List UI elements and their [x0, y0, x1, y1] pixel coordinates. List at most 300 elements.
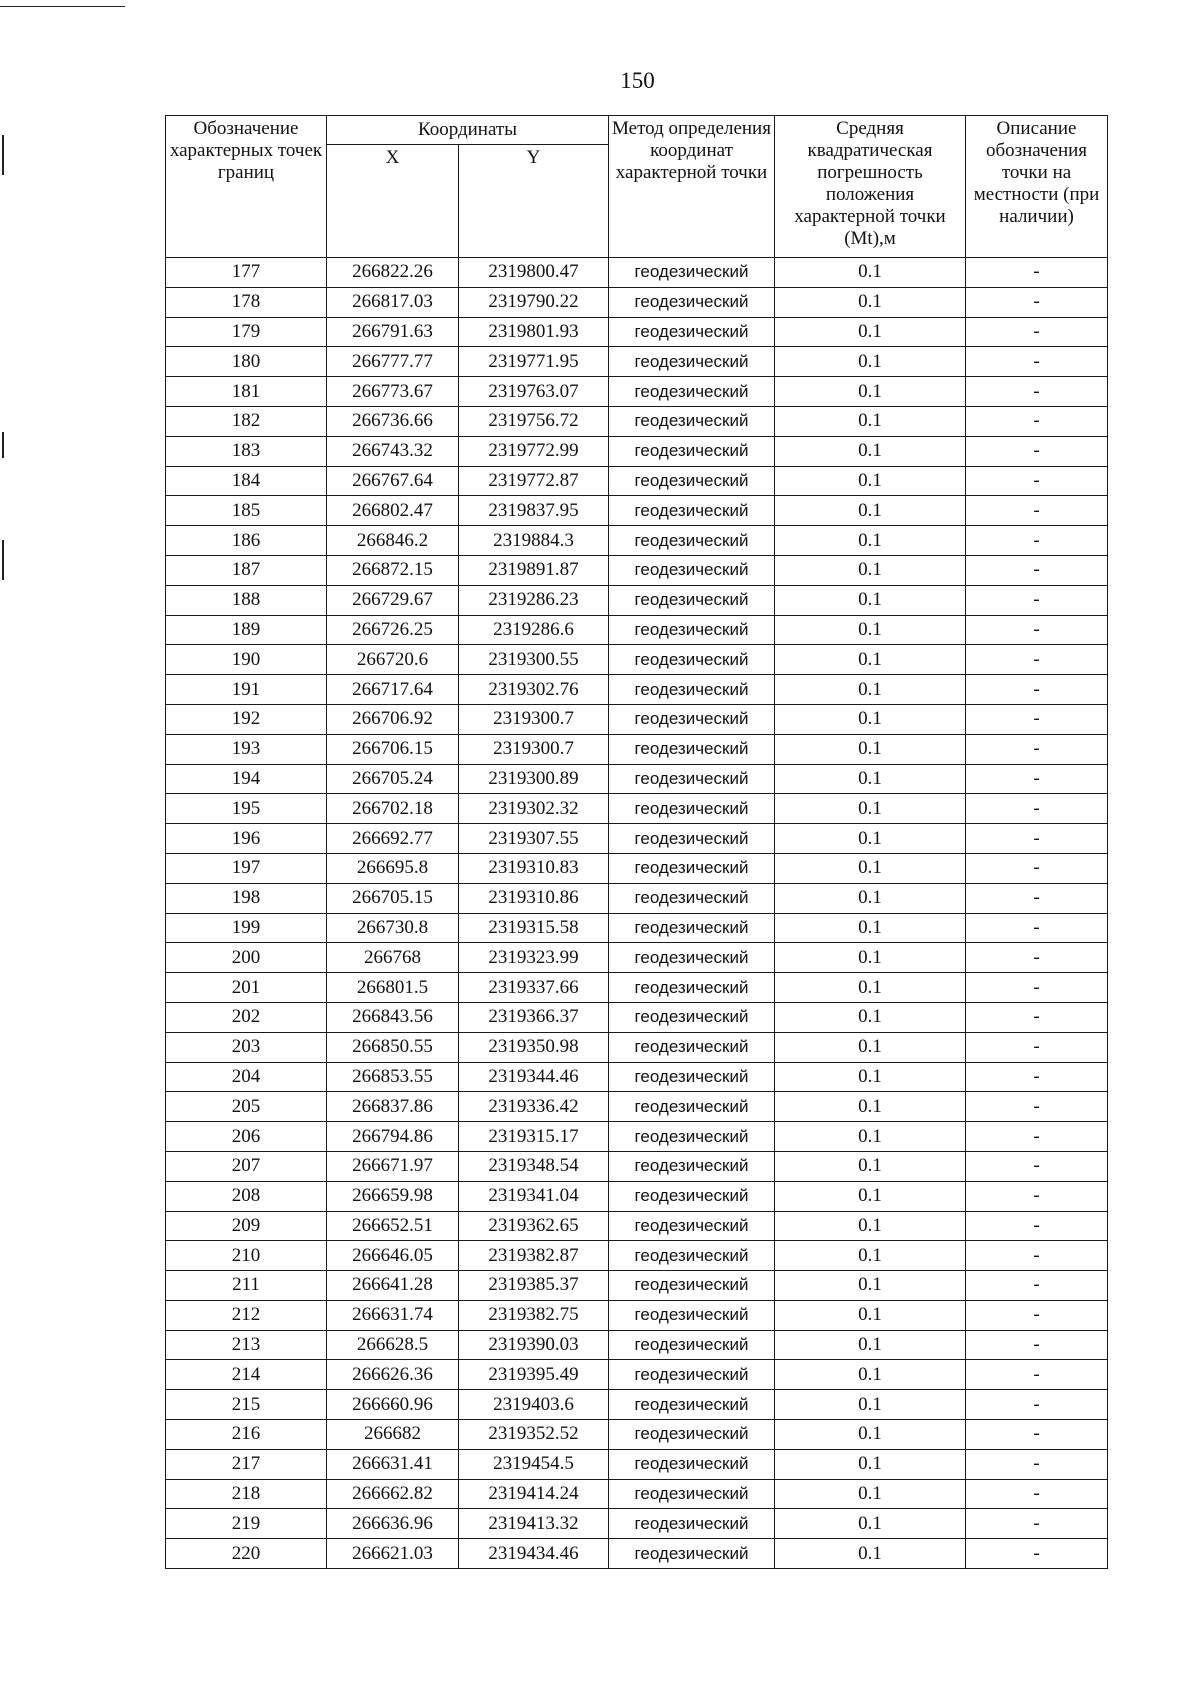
point-cell: 211 — [166, 1271, 327, 1301]
table-row — [166, 1122, 1108, 1152]
y-cell: 2319413.32 — [459, 1509, 609, 1539]
method-cell: геодезический — [609, 1509, 775, 1539]
method-cell: геодезический — [609, 496, 775, 526]
x-cell: 266846.2 — [327, 526, 459, 556]
method-cell: геодезический — [609, 1300, 775, 1330]
description-cell: - — [966, 377, 1108, 407]
x-cell: 266730.8 — [327, 913, 459, 943]
table-row — [166, 526, 1108, 556]
y-cell: 2319801.93 — [459, 317, 609, 347]
x-cell: 266682 — [327, 1420, 459, 1450]
x-cell: 266646.05 — [327, 1241, 459, 1271]
table-row — [166, 973, 1108, 1003]
description-cell: - — [966, 943, 1108, 973]
point-cell: 209 — [166, 1211, 327, 1241]
scan-mark-left-1 — [2, 135, 4, 175]
y-cell: 2319756.72 — [459, 406, 609, 436]
table-row — [166, 466, 1108, 496]
y-cell: 2319800.47 — [459, 258, 609, 288]
y-cell: 2319307.55 — [459, 824, 609, 854]
table-row — [166, 704, 1108, 734]
y-cell: 2319337.66 — [459, 973, 609, 1003]
x-cell: 266777.77 — [327, 347, 459, 377]
error-cell: 0.1 — [775, 1330, 966, 1360]
description-cell: - — [966, 1211, 1108, 1241]
table-row — [166, 883, 1108, 913]
point-cell: 181 — [166, 377, 327, 407]
x-cell: 266743.32 — [327, 436, 459, 466]
point-cell: 213 — [166, 1330, 327, 1360]
description-cell: - — [966, 1420, 1108, 1450]
error-cell: 0.1 — [775, 615, 966, 645]
table-row — [166, 913, 1108, 943]
x-cell: 266817.03 — [327, 287, 459, 317]
method-cell: геодезический — [609, 1330, 775, 1360]
header-x: X — [327, 145, 459, 258]
y-cell: 2319771.95 — [459, 347, 609, 377]
point-cell: 216 — [166, 1420, 327, 1450]
y-cell: 2319395.49 — [459, 1360, 609, 1390]
table-row — [166, 347, 1108, 377]
method-cell: геодезический — [609, 883, 775, 913]
scan-mark-left-2 — [2, 432, 4, 458]
y-cell: 2319772.99 — [459, 436, 609, 466]
table-row — [166, 734, 1108, 764]
point-cell: 212 — [166, 1300, 327, 1330]
x-cell: 266631.41 — [327, 1449, 459, 1479]
error-cell: 0.1 — [775, 883, 966, 913]
error-cell: 0.1 — [775, 1062, 966, 1092]
description-cell: - — [966, 1271, 1108, 1301]
x-cell: 266720.6 — [327, 645, 459, 675]
table-header — [166, 116, 1108, 258]
description-cell: - — [966, 734, 1108, 764]
method-cell: геодезический — [609, 824, 775, 854]
error-cell: 0.1 — [775, 1390, 966, 1420]
table-row — [166, 1390, 1108, 1420]
table-row — [166, 1151, 1108, 1181]
y-cell: 2319302.76 — [459, 675, 609, 705]
method-cell: геодезический — [609, 1271, 775, 1301]
point-cell: 214 — [166, 1360, 327, 1390]
method-cell: геодезический — [609, 377, 775, 407]
error-cell: 0.1 — [775, 1092, 966, 1122]
method-cell: геодезический — [609, 258, 775, 288]
table-row — [166, 377, 1108, 407]
error-cell: 0.1 — [775, 287, 966, 317]
error-cell: 0.1 — [775, 1241, 966, 1271]
x-cell: 266705.24 — [327, 764, 459, 794]
table-row — [166, 675, 1108, 705]
error-cell: 0.1 — [775, 466, 966, 496]
description-cell: - — [966, 1151, 1108, 1181]
point-cell: 218 — [166, 1479, 327, 1509]
point-cell: 201 — [166, 973, 327, 1003]
point-cell: 217 — [166, 1449, 327, 1479]
point-cell: 184 — [166, 466, 327, 496]
table-row — [166, 1241, 1108, 1271]
coordinates-table — [165, 115, 1108, 1569]
table-row — [166, 1300, 1108, 1330]
error-cell: 0.1 — [775, 436, 966, 466]
table-row — [166, 853, 1108, 883]
y-cell: 2319341.04 — [459, 1181, 609, 1211]
x-cell: 266626.36 — [327, 1360, 459, 1390]
table-row — [166, 436, 1108, 466]
error-cell: 0.1 — [775, 1122, 966, 1152]
method-cell: геодезический — [609, 1181, 775, 1211]
x-cell: 266659.98 — [327, 1181, 459, 1211]
header-method: Метод определения координат характерной точки — [609, 116, 775, 258]
x-cell: 266853.55 — [327, 1062, 459, 1092]
error-cell: 0.1 — [775, 704, 966, 734]
error-cell: 0.1 — [775, 347, 966, 377]
point-cell: 197 — [166, 853, 327, 883]
table-row — [166, 943, 1108, 973]
method-cell: геодезический — [609, 1211, 775, 1241]
point-cell: 192 — [166, 704, 327, 734]
x-cell: 266692.77 — [327, 824, 459, 854]
description-cell: - — [966, 406, 1108, 436]
table-row — [166, 1360, 1108, 1390]
description-cell: - — [966, 675, 1108, 705]
point-cell: 206 — [166, 1122, 327, 1152]
table-row — [166, 585, 1108, 615]
x-cell: 266631.74 — [327, 1300, 459, 1330]
point-cell: 179 — [166, 317, 327, 347]
table-row — [166, 1181, 1108, 1211]
y-cell: 2319352.52 — [459, 1420, 609, 1450]
description-cell: - — [966, 1539, 1108, 1569]
x-cell: 266636.96 — [327, 1509, 459, 1539]
error-cell: 0.1 — [775, 794, 966, 824]
description-cell: - — [966, 1002, 1108, 1032]
description-cell: - — [966, 1360, 1108, 1390]
point-cell: 202 — [166, 1002, 327, 1032]
description-cell: - — [966, 1241, 1108, 1271]
error-cell: 0.1 — [775, 1151, 966, 1181]
y-cell: 2319323.99 — [459, 943, 609, 973]
description-cell: - — [966, 1122, 1108, 1152]
method-cell: геодезический — [609, 526, 775, 556]
table-row — [166, 287, 1108, 317]
description-cell: - — [966, 764, 1108, 794]
error-cell: 0.1 — [775, 555, 966, 585]
method-cell: геодезический — [609, 853, 775, 883]
x-cell: 266705.15 — [327, 883, 459, 913]
method-cell: геодезический — [609, 287, 775, 317]
method-cell: геодезический — [609, 1420, 775, 1450]
y-cell: 2319382.87 — [459, 1241, 609, 1271]
x-cell: 266628.5 — [327, 1330, 459, 1360]
table-row — [166, 1539, 1108, 1569]
table-row — [166, 615, 1108, 645]
x-cell: 266702.18 — [327, 794, 459, 824]
point-cell: 199 — [166, 913, 327, 943]
table-row — [166, 1032, 1108, 1062]
y-cell: 2319763.07 — [459, 377, 609, 407]
y-cell: 2319315.58 — [459, 913, 609, 943]
x-cell: 266801.5 — [327, 973, 459, 1003]
point-cell: 210 — [166, 1241, 327, 1271]
description-cell: - — [966, 645, 1108, 675]
point-cell: 183 — [166, 436, 327, 466]
description-cell: - — [966, 526, 1108, 556]
description-cell: - — [966, 287, 1108, 317]
error-cell: 0.1 — [775, 1420, 966, 1450]
method-cell: геодезический — [609, 436, 775, 466]
error-cell: 0.1 — [775, 675, 966, 705]
point-cell: 208 — [166, 1181, 327, 1211]
description-cell: - — [966, 1449, 1108, 1479]
table-row — [166, 496, 1108, 526]
method-cell: геодезический — [609, 1062, 775, 1092]
point-cell: 204 — [166, 1062, 327, 1092]
method-cell: геодезический — [609, 1539, 775, 1569]
table-row — [166, 645, 1108, 675]
y-cell: 2319891.87 — [459, 555, 609, 585]
y-cell: 2319772.87 — [459, 466, 609, 496]
header-point: Обозначение характерных точек границ — [166, 116, 327, 258]
y-cell: 2319884.3 — [459, 526, 609, 556]
description-cell: - — [966, 973, 1108, 1003]
y-cell: 2319434.46 — [459, 1539, 609, 1569]
x-cell: 266794.86 — [327, 1122, 459, 1152]
description-cell: - — [966, 824, 1108, 854]
method-cell: геодезический — [609, 973, 775, 1003]
description-cell: - — [966, 555, 1108, 585]
table-row — [166, 317, 1108, 347]
point-cell: 198 — [166, 883, 327, 913]
method-cell: геодезический — [609, 347, 775, 377]
error-cell: 0.1 — [775, 1509, 966, 1539]
description-cell: - — [966, 913, 1108, 943]
method-cell: геодезический — [609, 1032, 775, 1062]
header-error: Средняя квадратическая погрешность положения характерной точки (Mt),м — [775, 116, 966, 258]
y-cell: 2319344.46 — [459, 1062, 609, 1092]
point-cell: 182 — [166, 406, 327, 436]
x-cell: 266621.03 — [327, 1539, 459, 1569]
point-cell: 189 — [166, 615, 327, 645]
description-cell: - — [966, 347, 1108, 377]
method-cell: геодезический — [609, 1151, 775, 1181]
table-row — [166, 794, 1108, 824]
point-cell: 186 — [166, 526, 327, 556]
x-cell: 266662.82 — [327, 1479, 459, 1509]
y-cell: 2319385.37 — [459, 1271, 609, 1301]
method-cell: геодезический — [609, 615, 775, 645]
error-cell: 0.1 — [775, 913, 966, 943]
table-row — [166, 1479, 1108, 1509]
table-row — [166, 1509, 1108, 1539]
point-cell: 194 — [166, 764, 327, 794]
y-cell: 2319348.54 — [459, 1151, 609, 1181]
method-cell: геодезический — [609, 1360, 775, 1390]
error-cell: 0.1 — [775, 258, 966, 288]
error-cell: 0.1 — [775, 1211, 966, 1241]
error-cell: 0.1 — [775, 853, 966, 883]
y-cell: 2319286.6 — [459, 615, 609, 645]
y-cell: 2319403.6 — [459, 1390, 609, 1420]
table-row — [166, 1449, 1108, 1479]
error-cell: 0.1 — [775, 1479, 966, 1509]
point-cell: 215 — [166, 1390, 327, 1420]
table-row — [166, 406, 1108, 436]
error-cell: 0.1 — [775, 1002, 966, 1032]
error-cell: 0.1 — [775, 645, 966, 675]
y-cell: 2319315.17 — [459, 1122, 609, 1152]
x-cell: 266671.97 — [327, 1151, 459, 1181]
point-cell: 220 — [166, 1539, 327, 1569]
error-cell: 0.1 — [775, 1181, 966, 1211]
x-cell: 266837.86 — [327, 1092, 459, 1122]
x-cell: 266791.63 — [327, 317, 459, 347]
description-cell: - — [966, 883, 1108, 913]
method-cell: геодезический — [609, 675, 775, 705]
method-cell: геодезический — [609, 406, 775, 436]
error-cell: 0.1 — [775, 1539, 966, 1569]
point-cell: 177 — [166, 258, 327, 288]
description-cell: - — [966, 436, 1108, 466]
point-cell: 180 — [166, 347, 327, 377]
table-row — [166, 1211, 1108, 1241]
description-cell: - — [966, 258, 1108, 288]
description-cell: - — [966, 704, 1108, 734]
x-cell: 266736.66 — [327, 406, 459, 436]
method-cell: геодезический — [609, 1122, 775, 1152]
y-cell: 2319382.75 — [459, 1300, 609, 1330]
description-cell: - — [966, 1062, 1108, 1092]
x-cell: 266717.64 — [327, 675, 459, 705]
error-cell: 0.1 — [775, 973, 966, 1003]
page-number: 150 — [620, 68, 655, 93]
description-cell: - — [966, 585, 1108, 615]
x-cell: 266729.67 — [327, 585, 459, 615]
x-cell: 266706.15 — [327, 734, 459, 764]
table-row — [166, 555, 1108, 585]
point-cell: 195 — [166, 794, 327, 824]
point-cell: 187 — [166, 555, 327, 585]
table-row — [166, 1330, 1108, 1360]
method-cell: геодезический — [609, 704, 775, 734]
error-cell: 0.1 — [775, 1032, 966, 1062]
description-cell: - — [966, 317, 1108, 347]
description-cell: - — [966, 1092, 1108, 1122]
y-cell: 2319790.22 — [459, 287, 609, 317]
y-cell: 2319310.86 — [459, 883, 609, 913]
error-cell: 0.1 — [775, 764, 966, 794]
table-row — [166, 1062, 1108, 1092]
point-cell: 185 — [166, 496, 327, 526]
point-cell: 190 — [166, 645, 327, 675]
error-cell: 0.1 — [775, 585, 966, 615]
method-cell: геодезический — [609, 317, 775, 347]
header-y: Y — [459, 145, 609, 258]
description-cell: - — [966, 794, 1108, 824]
y-cell: 2319286.23 — [459, 585, 609, 615]
description-cell: - — [966, 1181, 1108, 1211]
method-cell: геодезический — [609, 734, 775, 764]
method-cell: геодезический — [609, 913, 775, 943]
error-cell: 0.1 — [775, 317, 966, 347]
method-cell: геодезический — [609, 1002, 775, 1032]
x-cell: 266822.26 — [327, 258, 459, 288]
method-cell: геодезический — [609, 466, 775, 496]
y-cell: 2319300.7 — [459, 704, 609, 734]
error-cell: 0.1 — [775, 377, 966, 407]
x-cell: 266660.96 — [327, 1390, 459, 1420]
y-cell: 2319300.55 — [459, 645, 609, 675]
x-cell: 266767.64 — [327, 466, 459, 496]
method-cell: геодезический — [609, 555, 775, 585]
method-cell: геодезический — [609, 585, 775, 615]
y-cell: 2319310.83 — [459, 853, 609, 883]
description-cell: - — [966, 1509, 1108, 1539]
description-cell: - — [966, 853, 1108, 883]
y-cell: 2319366.37 — [459, 1002, 609, 1032]
x-cell: 266850.55 — [327, 1032, 459, 1062]
y-cell: 2319454.5 — [459, 1449, 609, 1479]
method-cell: геодезический — [609, 1479, 775, 1509]
point-cell: 219 — [166, 1509, 327, 1539]
y-cell: 2319390.03 — [459, 1330, 609, 1360]
scan-mark-left-3 — [2, 540, 4, 580]
table-body — [166, 258, 1108, 1569]
x-cell: 266652.51 — [327, 1211, 459, 1241]
header-description: Описание обозначения точки на местности (при наличии) — [966, 116, 1108, 258]
method-cell: геодезический — [609, 1092, 775, 1122]
point-cell: 188 — [166, 585, 327, 615]
point-cell: 203 — [166, 1032, 327, 1062]
point-cell: 200 — [166, 943, 327, 973]
method-cell: геодезический — [609, 645, 775, 675]
table-row — [166, 258, 1108, 288]
table-row — [166, 1092, 1108, 1122]
y-cell: 2319336.42 — [459, 1092, 609, 1122]
description-cell: - — [966, 1300, 1108, 1330]
error-cell: 0.1 — [775, 734, 966, 764]
x-cell: 266872.15 — [327, 555, 459, 585]
x-cell: 266641.28 — [327, 1271, 459, 1301]
point-cell: 193 — [166, 734, 327, 764]
table-row — [166, 1271, 1108, 1301]
x-cell: 266843.56 — [327, 1002, 459, 1032]
point-cell: 196 — [166, 824, 327, 854]
y-cell: 2319350.98 — [459, 1032, 609, 1062]
error-cell: 0.1 — [775, 824, 966, 854]
description-cell: - — [966, 1479, 1108, 1509]
description-cell: - — [966, 615, 1108, 645]
point-cell: 191 — [166, 675, 327, 705]
description-cell: - — [966, 496, 1108, 526]
scan-line-top — [0, 6, 125, 7]
table-row — [166, 1420, 1108, 1450]
y-cell: 2319300.89 — [459, 764, 609, 794]
method-cell: геодезический — [609, 1449, 775, 1479]
table-row — [166, 824, 1108, 854]
table-row — [166, 1002, 1108, 1032]
y-cell: 2319300.7 — [459, 734, 609, 764]
y-cell: 2319362.65 — [459, 1211, 609, 1241]
method-cell: геодезический — [609, 1390, 775, 1420]
x-cell: 266695.8 — [327, 853, 459, 883]
x-cell: 266773.67 — [327, 377, 459, 407]
error-cell: 0.1 — [775, 1360, 966, 1390]
method-cell: геодезический — [609, 1241, 775, 1271]
point-cell: 205 — [166, 1092, 327, 1122]
y-cell: 2319302.32 — [459, 794, 609, 824]
y-cell: 2319837.95 — [459, 496, 609, 526]
